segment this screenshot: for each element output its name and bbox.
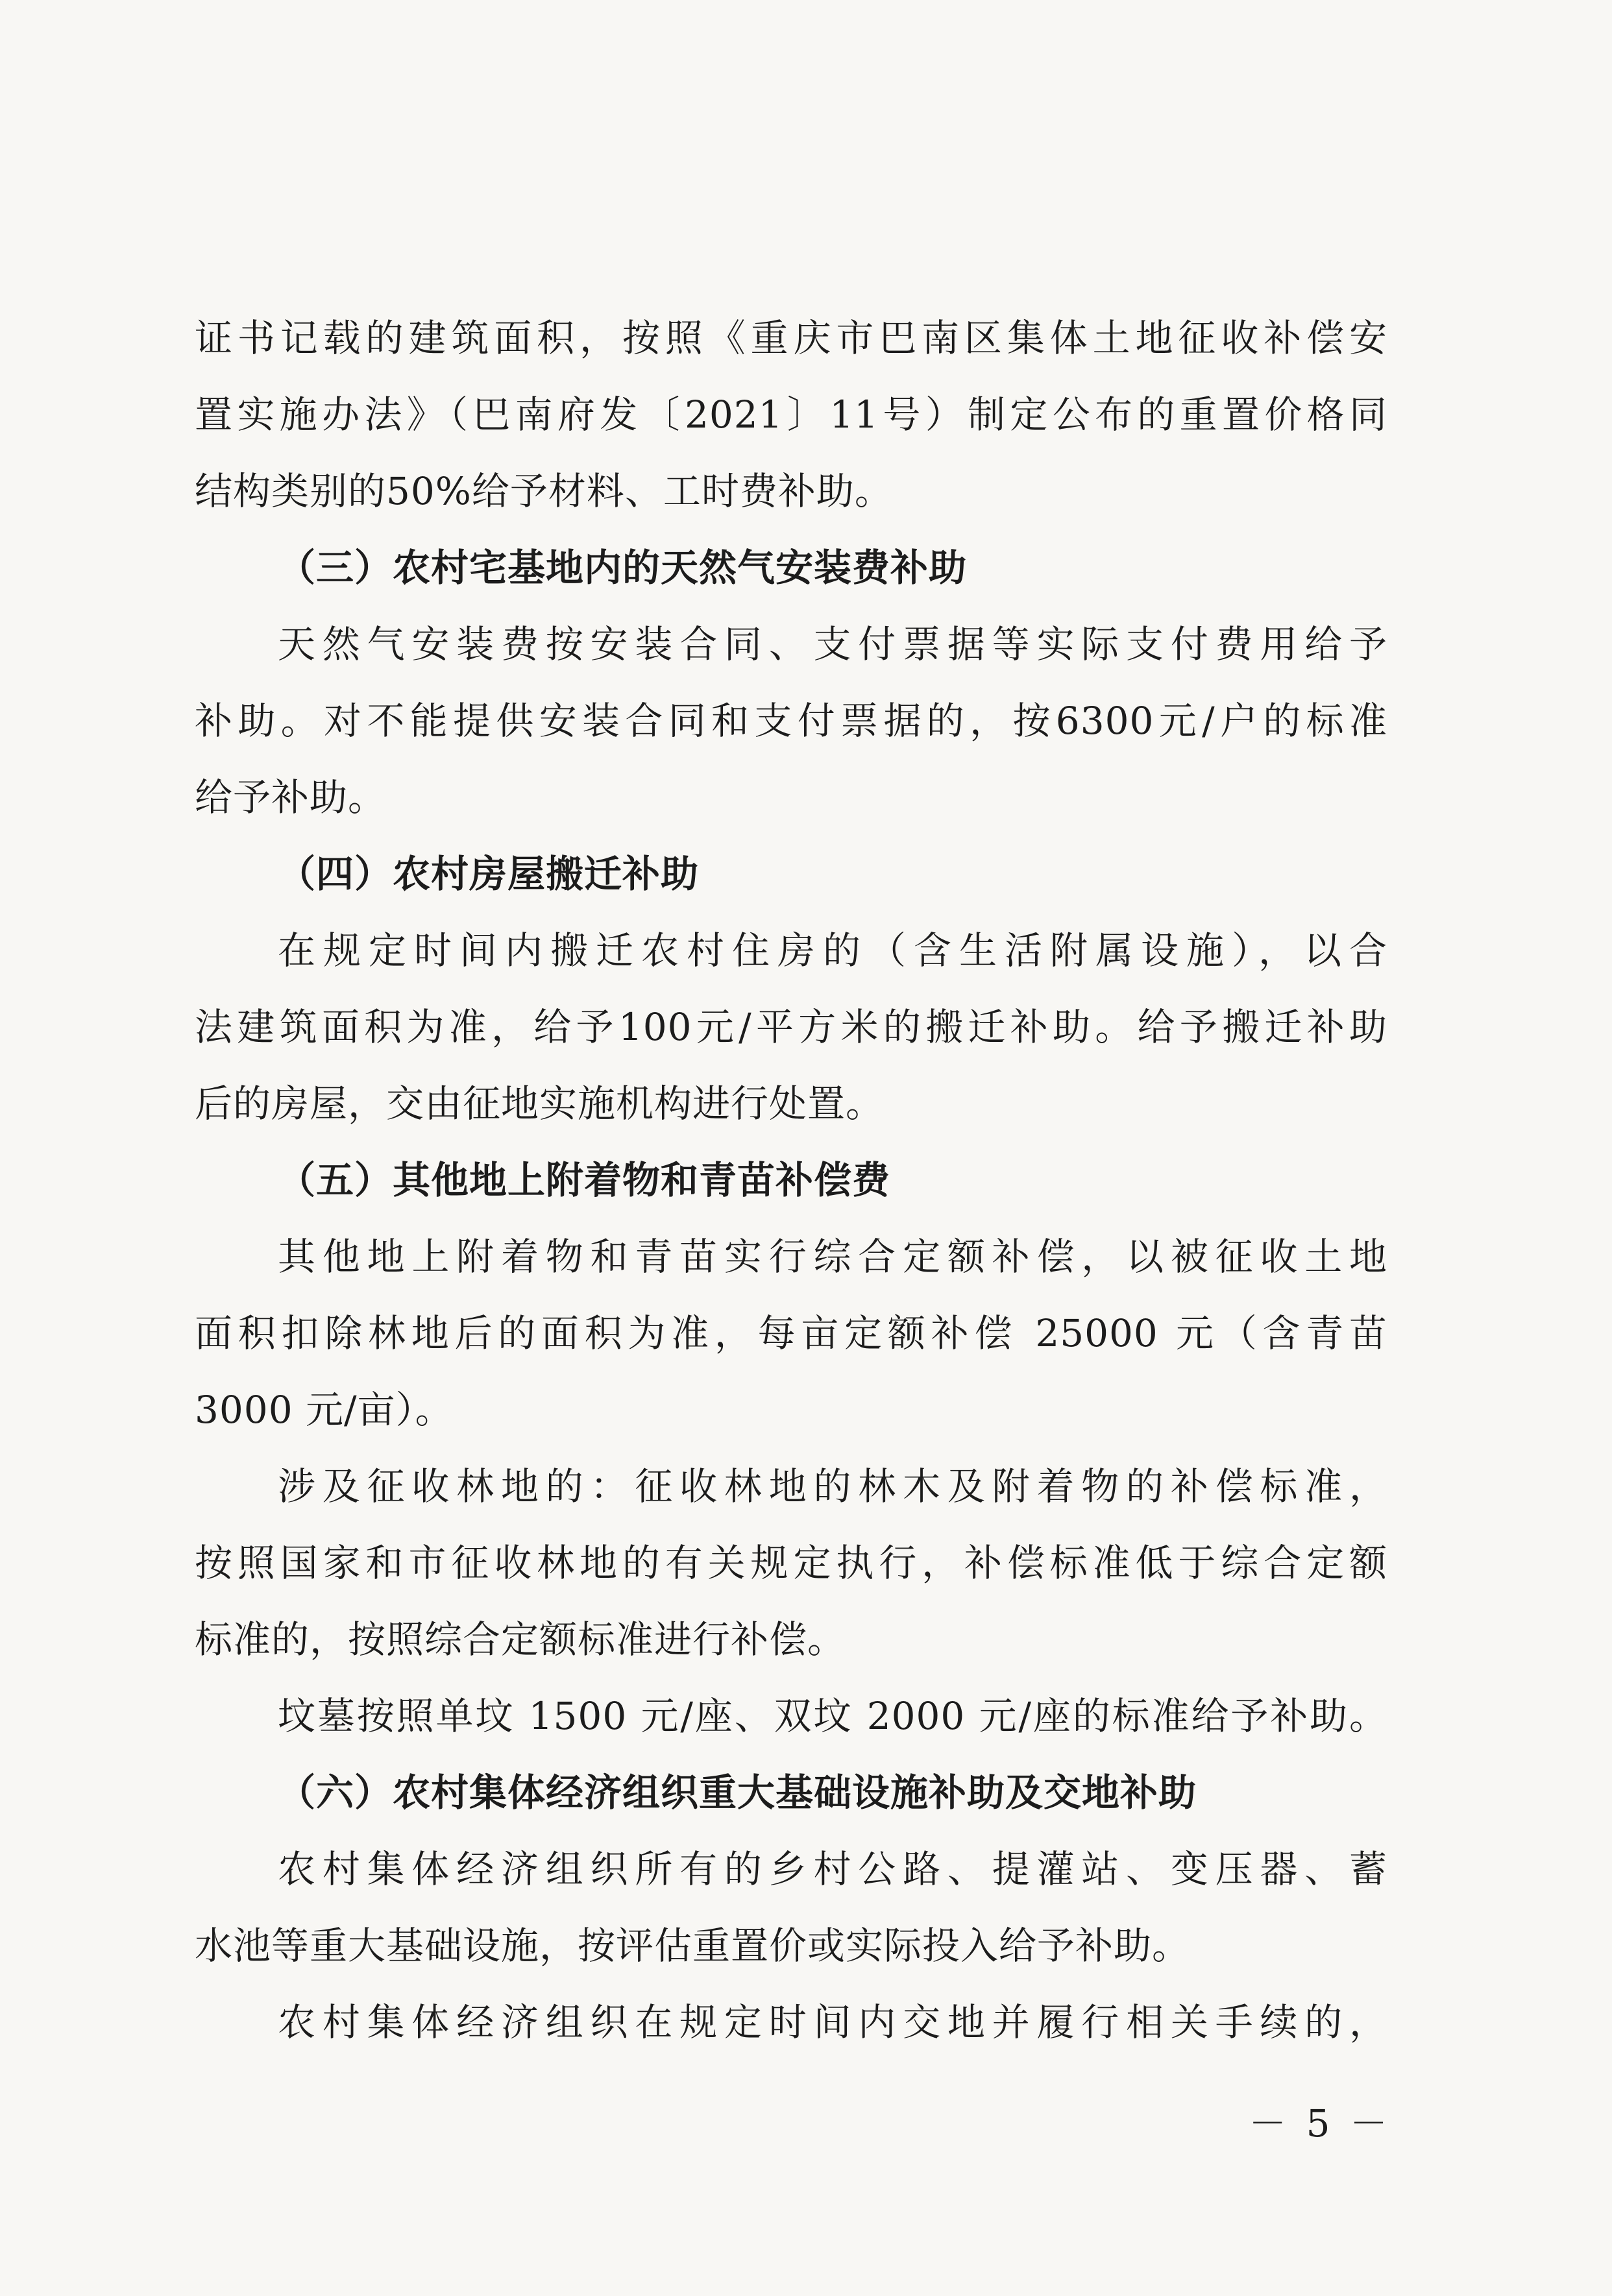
paragraph-line-2: 置实施办法》（巴南府发〔2021〕11号）制定公布的重置价格同 — [195, 393, 1387, 437]
document-body — [195, 300, 1387, 2060]
paragraph-line-22: 水池等重大基础设施，按评估重置价或实际投入给予补助。 — [195, 1924, 1191, 1968]
paragraph-line-18: 标准的，按照综合定额标准进行补偿。 — [195, 1617, 846, 1662]
paragraph-line-23: 农村集体经济组织在规定时间内交地并履行相关手续的， — [278, 2000, 1387, 2044]
section-heading-6: （六）农村集体经济组织重大基础设施补助及交地补助 — [278, 1770, 1197, 1815]
page-number: － 5 － — [1249, 2101, 1391, 2145]
section-heading-3: （三）农村宅基地内的天然气安装费补助 — [278, 546, 968, 590]
paragraph-line-6: 补助。对不能提供安装合同和支付票据的，按6300元/户的标准 — [195, 699, 1387, 743]
paragraph-line-16: 涉及征收林地的：征收林地的林木及附着物的补偿标准， — [278, 1464, 1387, 1508]
paragraph-line-11: 后的房屋，交由征地实施机构进行处置。 — [195, 1082, 885, 1126]
paragraph-line-1: 证书记载的建筑面积，按照《重庆市巴南区集体土地征收补偿安 — [195, 316, 1387, 360]
section-heading-5: （五）其他地上附着物和青苗补偿费 — [278, 1158, 891, 1202]
paragraph-line-10: 法建筑面积为准，给予100元/平方米的搬迁补助。给予搬迁补助 — [195, 1005, 1387, 1049]
paragraph-line-19: 坟墓按照单坟 1500 元/座、双坟 2000 元/座的标准给予补助。 — [278, 1694, 1387, 1738]
paragraph-line-15: 3000 元/亩）。 — [195, 1388, 454, 1432]
paragraph-line-3: 结构类别的50%给予材料、工时费补助。 — [195, 469, 893, 513]
paragraph-line-17: 按照国家和市征收林地的有关规定执行，补偿标准低于综合定额 — [195, 1541, 1387, 1585]
paragraph-line-9: 在规定时间内搬迁农村住房的（含生活附属设施），以合 — [278, 928, 1387, 973]
section-heading-4: （四）农村房屋搬迁补助 — [278, 852, 700, 896]
paragraph-line-13: 其他地上附着物和青苗实行综合定额补偿，以被征收土地 — [278, 1235, 1387, 1279]
paragraph-line-14: 面积扣除林地后的面积为准，每亩定额补偿 25000 元（含青苗 — [195, 1311, 1387, 1355]
paragraph-line-7: 给予补助。 — [195, 775, 387, 819]
paragraph-line-5: 天然气安装费按安装合同、支付票据等实际支付费用给予 — [278, 622, 1387, 666]
paragraph-line-21: 农村集体经济组织所有的乡村公路、提灌站、变压器、蓄 — [278, 1847, 1387, 1891]
